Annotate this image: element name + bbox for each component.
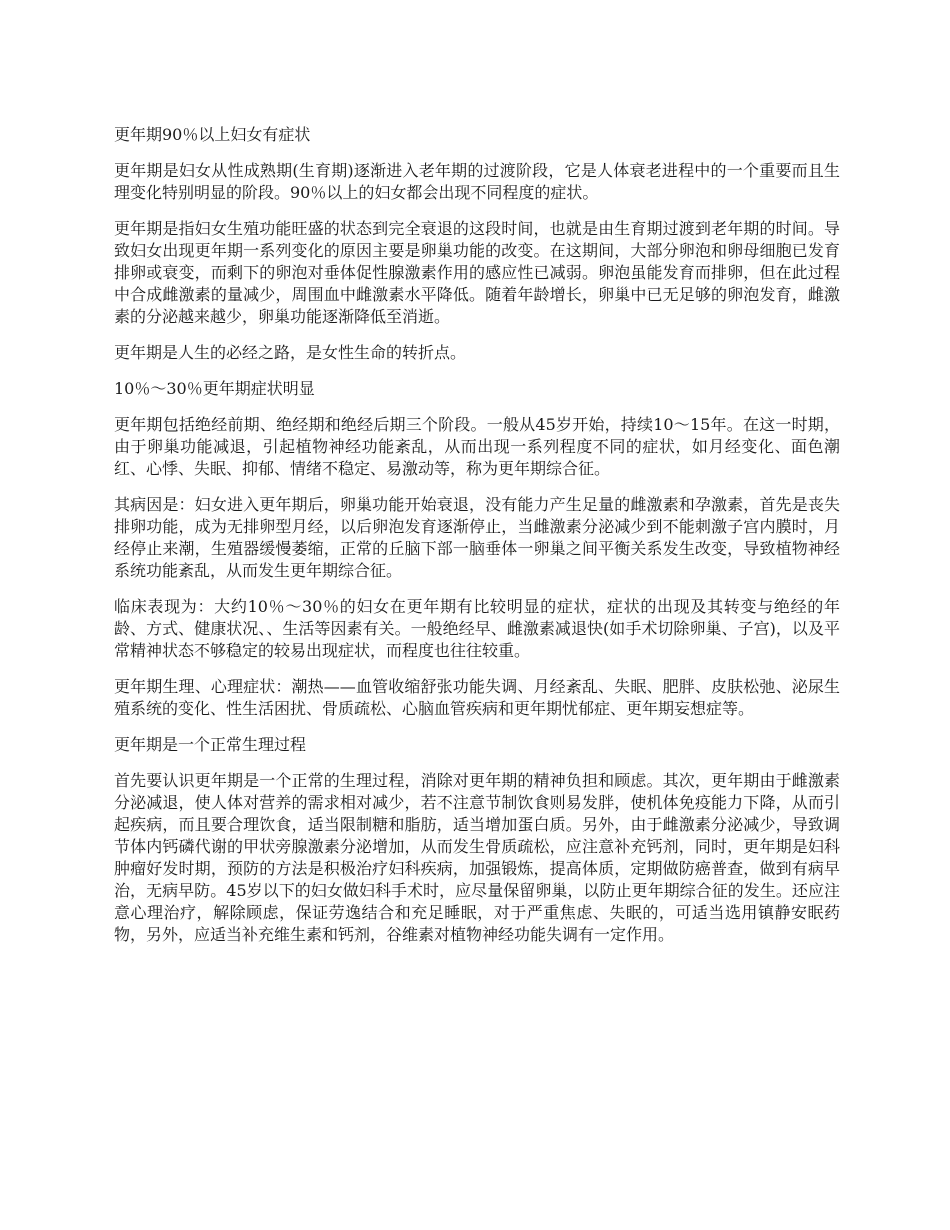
paragraph-symptom-list: 更年期生理、心理症状：潮热——血管收缩舒张功能失调、月经紊乱、失眠、肥胖、皮肤松弛、泌尿生殖系统的变化、性生活困扰、骨质疏松、心脑血管疾病和更年期忧郁症、更年期妄想症等。 xyxy=(114,677,840,718)
paragraph-advice: 首先要认识更年期是一个正常的生理过程，消除对更年期的精神负担和顾虑。其次，更年期由于雌激素分泌减退，使人体对营养的需求相对减少，若不注意节制饮食则易发胖，使机体免疫能力下降，从而引起疾病，而且要合理饮食，适当限制糖和脂肪，适当增加蛋白质。另外，由于雌激素分泌减少，导致调节体内钙磷代谢的甲状旁腺激素分泌增加，从而发生骨质疏松，应注意补充钙剂，同时，更年期是妇科肿瘤好发时期，预防的方法是积极治疗妇科疾病，加强锻炼，提高体质，定期做防癌普查，做到有病早治，无病早防。45岁以下的妇女做妇科手术时，应尽量保留卵巢，以防止更年期综合征的发生。还应注意心理治疗，解除顾虑，保证劳逸结合和充足睡眠，对于严重焦虑、失眠的，可适当选用镇静安眠药物，另外，应适当补充维生素和钙剂，谷维素对植物神经功能失调有一定作用。 xyxy=(114,771,840,944)
paragraph-cause: 其病因是：妇女进入更年期后，卵巢功能开始衰退，没有能力产生足量的雌激素和孕激素，首先是丧失排卵功能，成为无排卵型月经，以后卵泡发育逐渐停止，当雌激素分泌减少到不能刺激子宫内膜时，月经停止来潮，生殖器缓慢萎缩，正常的丘脑下部一脑垂体一卵巢之间平衡关系发生改变，导致植物神经系统功能紊乱，从而发生更年期综合征。 xyxy=(114,495,840,580)
document-title: 更年期90％以上妇女有症状 xyxy=(114,125,311,144)
paragraph-intro: 更年期是妇女从性成熟期(生育期)逐渐进入老年期的过渡阶段，它是人体衰老进程中的一个重要而且生理变化特别明显的阶段。90％以上的妇女都会出现不同程度的症状。 xyxy=(114,161,840,202)
paragraph-definition: 更年期是指妇女生殖功能旺盛的状态到完全衰退的这段时间，也就是由生育期过渡到老年期的时间。导致妇女出现更年期一系列变化的原因主要是卵巢功能的改变。在这期间，大部分卵泡和卵母细胞已发育排卵或衰变，而剩下的卵泡对垂体促性腺激素作用的感应性已减弱。卵泡虽能发育而排卵，但在此过程中合成雌激素的量减少，周围血中雌激素水平降低。随着年龄增长，卵巢中已无足够的卵泡发育，雌激素的分泌越来越少，卵巢功能逐渐降低至消逝。 xyxy=(114,219,840,326)
paragraph-clinical: 临床表现为：大约10％～30％的妇女在更年期有比较明显的症状，症状的出现及其转变与绝经的年龄、方式、健康状况、、生活等因素有关。一般绝经早、雌激素减退快(如手术切除卵巢、子宫)，以及平常精神状态不够稳定的较易出现症状，而程度也往往较重。 xyxy=(114,597,840,660)
section-heading-symptoms: 10％～30％更年期症状明显 xyxy=(114,379,315,398)
paragraph-stages: 更年期包括绝经前期、绝经期和绝经后期三个阶段。一般从45岁开始，持续10～15年。在这一时期，由于卵巢功能减退，引起植物神经功能紊乱，从而出现一系列程度不同的症状，如月经变化、面色潮红、心悸、失眠、抑郁、情绪不稳定、易激动等，称为更年期综合征。 xyxy=(114,415,840,478)
section-heading-normal-process: 更年期是一个正常生理过程 xyxy=(114,735,307,754)
paragraph-turning-point: 更年期是人生的必经之路，是女性生命的转折点。 xyxy=(114,343,467,362)
